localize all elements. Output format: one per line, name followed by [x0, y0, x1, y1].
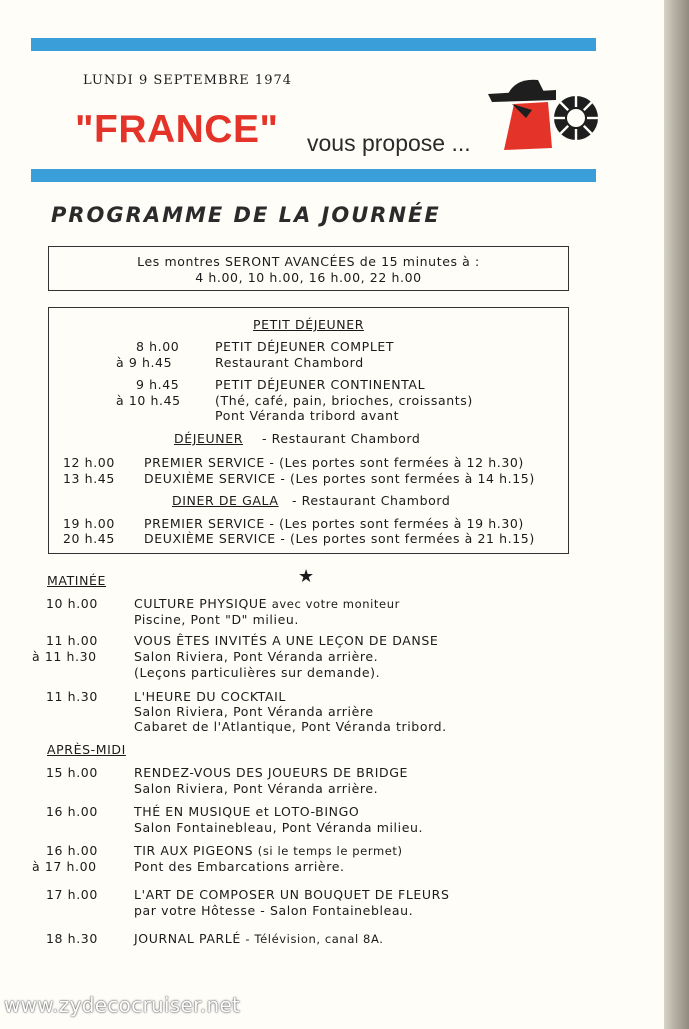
apres-midi-heading: APRÈS-MIDI: [47, 742, 126, 757]
matinee-e3-place-2: Cabaret de l'Atlantique, Pont Véranda tribord.: [134, 719, 447, 734]
matinee-e1-title-main: CULTURE PHYSIQUE: [134, 596, 268, 611]
french-line-logo-icon: [486, 76, 600, 156]
matinee-e2-time-end: à 11 h.30: [32, 649, 97, 664]
notice-line-1: Les montres SERONT AVANCÉES de 15 minutes à :: [137, 254, 480, 269]
am-e3-title-main: TIR AUX PIGEONS: [134, 843, 254, 858]
pd2-title: PETIT DÉJEUNER CONTINENTAL: [215, 377, 426, 392]
matinee-e3-place-1: Salon Riviera, Pont Véranda arrière: [134, 704, 374, 719]
matinee-e3-time: 11 h.30: [46, 689, 98, 704]
bottom-blue-bar: [31, 169, 596, 182]
am-e3-time-end: à 17 h.00: [32, 859, 97, 874]
am-e2-title: THÉ EN MUSIQUE et LOTO-BINGO: [134, 804, 360, 819]
matinee-e3-title: L'HEURE DU COCKTAIL: [134, 689, 286, 704]
dejeuner-heading: DÉJEUNER: [174, 431, 243, 446]
matinee-e1-title: [134, 596, 400, 611]
pd2-time-start: 9 h.45: [136, 377, 180, 392]
dn2-service: DEUXIÈME SERVICE - (Les portes sont fermées à 21 h.15): [144, 531, 535, 546]
dn1-service: PREMIER SERVICE - (Les portes sont fermées à 19 h.30): [144, 516, 524, 531]
page-title: PROGRAMME DE LA JOURNÉE: [51, 203, 441, 227]
dejeuner-place: - Restaurant Chambord: [262, 431, 421, 446]
dj2-time: 13 h.45: [63, 471, 115, 486]
am-e1-title: RENDEZ-VOUS DES JOUEURS DE BRIDGE: [134, 765, 409, 780]
watermark: www.zydecocruiser.net: [4, 993, 241, 1017]
diner-heading: DINER DE GALA: [172, 493, 279, 508]
am-e1-place: Salon Riviera, Pont Véranda arrière.: [134, 781, 379, 796]
star-icon: ★: [298, 566, 315, 587]
am-e1-time: 15 h.00: [46, 765, 98, 780]
am-e3-time-start: 16 h.00: [46, 843, 98, 858]
matinee-e2-title: VOUS ÊTES INVITÉS A UNE LEÇON DE DANSE: [134, 633, 439, 648]
pd2-detail: (Thé, café, pain, brioches, croissants): [215, 393, 473, 408]
matinee-e1-place: Piscine, Pont "D" milieu.: [134, 612, 299, 627]
am-e3-title: [134, 843, 403, 858]
am-e4-title: L'ART DE COMPOSER UN BOUQUET DE FLEURS: [134, 887, 450, 902]
notice-box: [48, 246, 569, 291]
matinee-heading: MATINÉE: [47, 573, 107, 588]
am-e4-place: par votre Hôtesse - Salon Fontainebleau.: [134, 903, 414, 918]
matinee-e1-title-sub: avec votre moniteur: [271, 597, 400, 611]
diner-place: - Restaurant Chambord: [292, 493, 451, 508]
matinee-e2-note: (Leçons particulières sur demande).: [134, 665, 381, 680]
petit-dejeuner-heading: PETIT DÉJEUNER: [253, 317, 364, 332]
matinee-e1-time: 10 h.00: [46, 596, 98, 611]
am-e5-time: 18 h.30: [46, 931, 98, 946]
am-e2-time: 16 h.00: [46, 804, 98, 819]
pd1-time-end: à 9 h.45: [116, 355, 173, 370]
pd1-title: PETIT DÉJEUNER COMPLET: [215, 339, 395, 354]
dn2-time: 20 h.45: [63, 531, 115, 546]
am-e5-title-main: JOURNAL PARLÉ: [134, 931, 241, 946]
dj1-time: 12 h.00: [63, 455, 115, 470]
am-e5-title: [134, 931, 383, 946]
tagline: vous propose ...: [307, 130, 471, 156]
pd1-time-start: 8 h.00: [136, 339, 180, 354]
brand-title: "FRANCE": [75, 108, 279, 151]
dj1-service: PREMIER SERVICE - (Les portes sont fermées à 12 h.30): [144, 455, 524, 470]
pd2-time-end: à 10 h.45: [116, 393, 181, 408]
pd1-place: Restaurant Chambord: [215, 355, 364, 370]
am-e3-place: Pont des Embarcations arrière.: [134, 859, 345, 874]
am-e2-place: Salon Fontainebleau, Pont Véranda milieu.: [134, 820, 424, 835]
dj2-service: DEUXIÈME SERVICE - (Les portes sont fermées à 14 h.15): [144, 471, 535, 486]
am-e3-title-sub: (si le temps le permet): [257, 844, 403, 858]
pd2-place: Pont Véranda tribord avant: [215, 408, 400, 423]
top-blue-bar: [31, 38, 596, 51]
am-e4-time: 17 h.00: [46, 887, 98, 902]
am-e5-title-sub: - Télévision, canal 8A.: [245, 932, 384, 946]
date: LUNDI 9 SEPTEMBRE 1974: [83, 73, 293, 88]
matinee-e2-place: Salon Riviera, Pont Véranda arrière.: [134, 649, 379, 664]
notice-line-2: 4 h.00, 10 h.00, 16 h.00, 22 h.00: [195, 270, 422, 285]
matinee-e2-time-start: 11 h.00: [46, 633, 98, 648]
page-binding-shadow: [664, 0, 689, 1029]
dn1-time: 19 h.00: [63, 516, 115, 531]
